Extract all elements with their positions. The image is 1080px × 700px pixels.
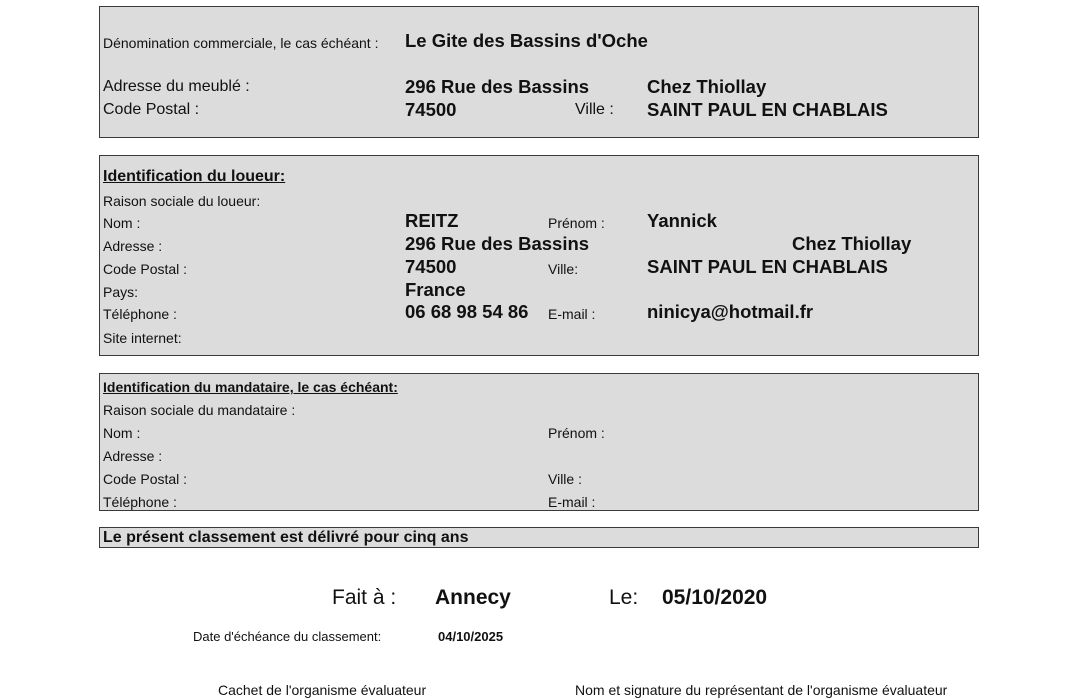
lessor-address-extra: Chez Thiollay [792, 233, 912, 254]
expiry-label: Date d'échéance du classement: [193, 629, 382, 644]
lessor-email-label: E-mail : [548, 306, 596, 322]
stamp-label: Cachet de l'organisme évaluateur [218, 682, 427, 698]
trade-name-label: Dénomination commerciale, le cas échéant : [103, 35, 379, 51]
place-label: Fait à : [332, 586, 397, 609]
lessor-firstname-value: Yannick [647, 210, 717, 231]
lessor-postal-label: Code Postal : [103, 261, 188, 277]
expiry-value: 04/10/2025 [438, 629, 504, 644]
trade-name-value: Le Gite des Bassins d'Oche [405, 30, 648, 51]
lessor-website-label: Site internet: [103, 330, 182, 346]
agent-address-label: Adresse : [103, 448, 163, 464]
lessor-city-value: SAINT PAUL EN CHABLAIS [647, 256, 888, 277]
rental-postal-value: 74500 [405, 99, 457, 120]
lessor-firstname-label: Prénom : [548, 215, 605, 231]
validity-box [99, 527, 979, 548]
rental-city-label: Ville : [575, 101, 614, 118]
rental-address-extra: Chez Thiollay [647, 76, 767, 97]
rental-city-value: SAINT PAUL EN CHABLAIS [647, 99, 888, 120]
agent-box [99, 373, 979, 511]
lessor-section-title: Identification du loueur: [103, 168, 286, 185]
agent-email-label: E-mail : [548, 494, 596, 510]
lessor-postal-value: 74500 [405, 256, 457, 277]
agent-phone-label: Téléphone : [103, 494, 177, 510]
lessor-address-label: Adresse : [103, 238, 163, 254]
agent-city-label: Ville : [548, 471, 582, 487]
agent-name-label: Nom : [103, 425, 141, 441]
lessor-box [99, 155, 979, 356]
lessor-email-value: ninicya@hotmail.fr [647, 301, 814, 322]
lessor-country-value: France [405, 279, 466, 300]
date-value: 05/10/2020 [662, 586, 768, 609]
place-value: Annecy [435, 586, 511, 609]
lessor-address-value: 296 Rue des Bassins [405, 233, 590, 254]
date-label: Le: [609, 586, 639, 609]
lessor-name-label: Nom : [103, 215, 141, 231]
validity-statement: Le présent classement est délivré pour cinq ans [103, 529, 469, 546]
rental-address-value: 296 Rue des Bassins [405, 76, 590, 97]
agent-firstname-label: Prénom : [548, 425, 605, 441]
lessor-phone-value: 06 68 98 54 86 [405, 301, 529, 322]
rental-address-label: Adresse du meublé : [103, 78, 250, 95]
agent-company-label: Raison sociale du mandataire : [103, 402, 296, 418]
lessor-phone-label: Téléphone : [103, 306, 177, 322]
signer-label: Nom et signature du représentant de l'organisme évaluateur [575, 682, 948, 698]
lessor-country-label: Pays: [103, 284, 139, 300]
establishment-box [99, 6, 979, 138]
lessor-name-value: REITZ [405, 210, 459, 231]
rental-postal-label: Code Postal : [103, 101, 200, 118]
agent-section-title: Identification du mandataire, le cas échéant: [103, 379, 398, 395]
agent-postal-label: Code Postal : [103, 471, 188, 487]
lessor-city-label: Ville: [548, 261, 579, 277]
lessor-company-label: Raison sociale du loueur: [103, 193, 261, 209]
